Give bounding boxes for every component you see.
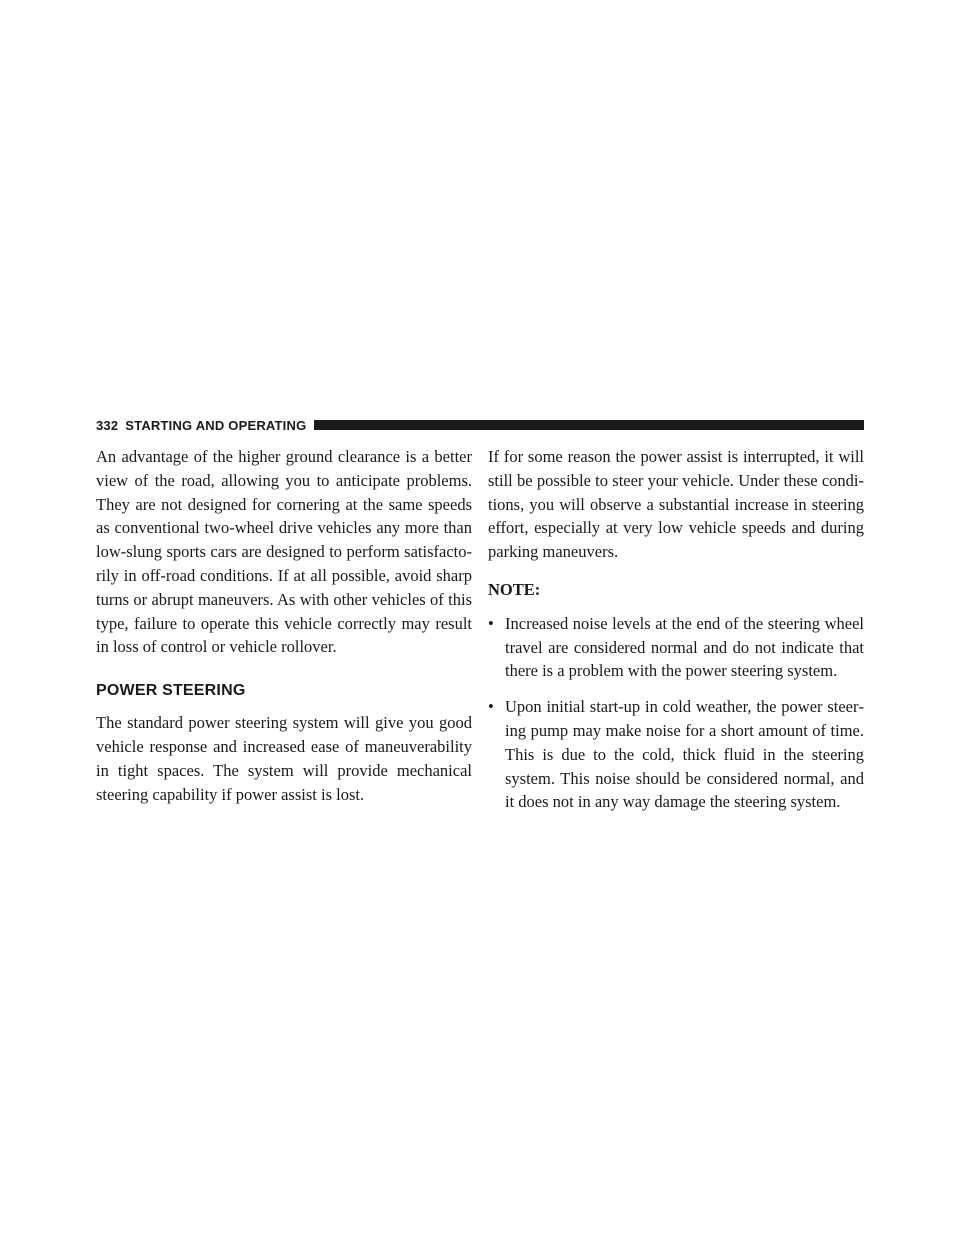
right-column [488, 445, 864, 826]
power-assist-interrupt-paragraph: If for some reason the power assist is interrupted, it will still be possible to steer your vehicle. Under these conditions, you will observe a substantial increase in steering effort, especially at very low vehicle speeds and during parking maneuvers. [488, 447, 864, 562]
note-label: NOTE: [488, 579, 541, 599]
bullet-icon: • [488, 613, 494, 633]
power-steering-paragraph: The standard power steering system will give you good vehicle response and increased ease of maneuverability in tight spaces. The system will provide mechanical steering capability if power assist is lost. [96, 713, 472, 804]
bullet-icon: • [488, 697, 494, 717]
note-list [488, 612, 864, 814]
page-header [96, 417, 864, 433]
section-title: STARTING AND OPERATING [125, 417, 307, 433]
note-item [488, 612, 864, 683]
note-item [488, 695, 864, 814]
left-column [96, 445, 472, 806]
intro-paragraph: An advantage of the higher ground clearance is a better view of the road, allowing you to anticipate problems. They are not designed for cornering at the same speeds as conventional two-wheel drive vehicles any more than low-slung sports cars are designed to perform satisfactorily in off-road conditions. If at all possible, avoid sharp turns or abrupt maneuvers. As with other vehicles of this type, failure to operate this vehicle correctly may result in loss of control or vehicle rollover. [96, 447, 472, 657]
power-steering-heading: POWER STEERING [96, 682, 246, 700]
page-number: 332 [96, 417, 119, 433]
note-text: Increased noise levels at the end of the steering wheel travel are considered normal and do not indicate that there is a problem with the power steering system. [505, 613, 864, 681]
note-text: Upon initial start-up in cold weather, the power steering pump may make noise for a short amount of time. This is due to the cold, thick fluid in the steering system. This noise should be considered normal, and it does not in any way damage the steering system. [505, 697, 864, 812]
header-rule [314, 420, 864, 430]
